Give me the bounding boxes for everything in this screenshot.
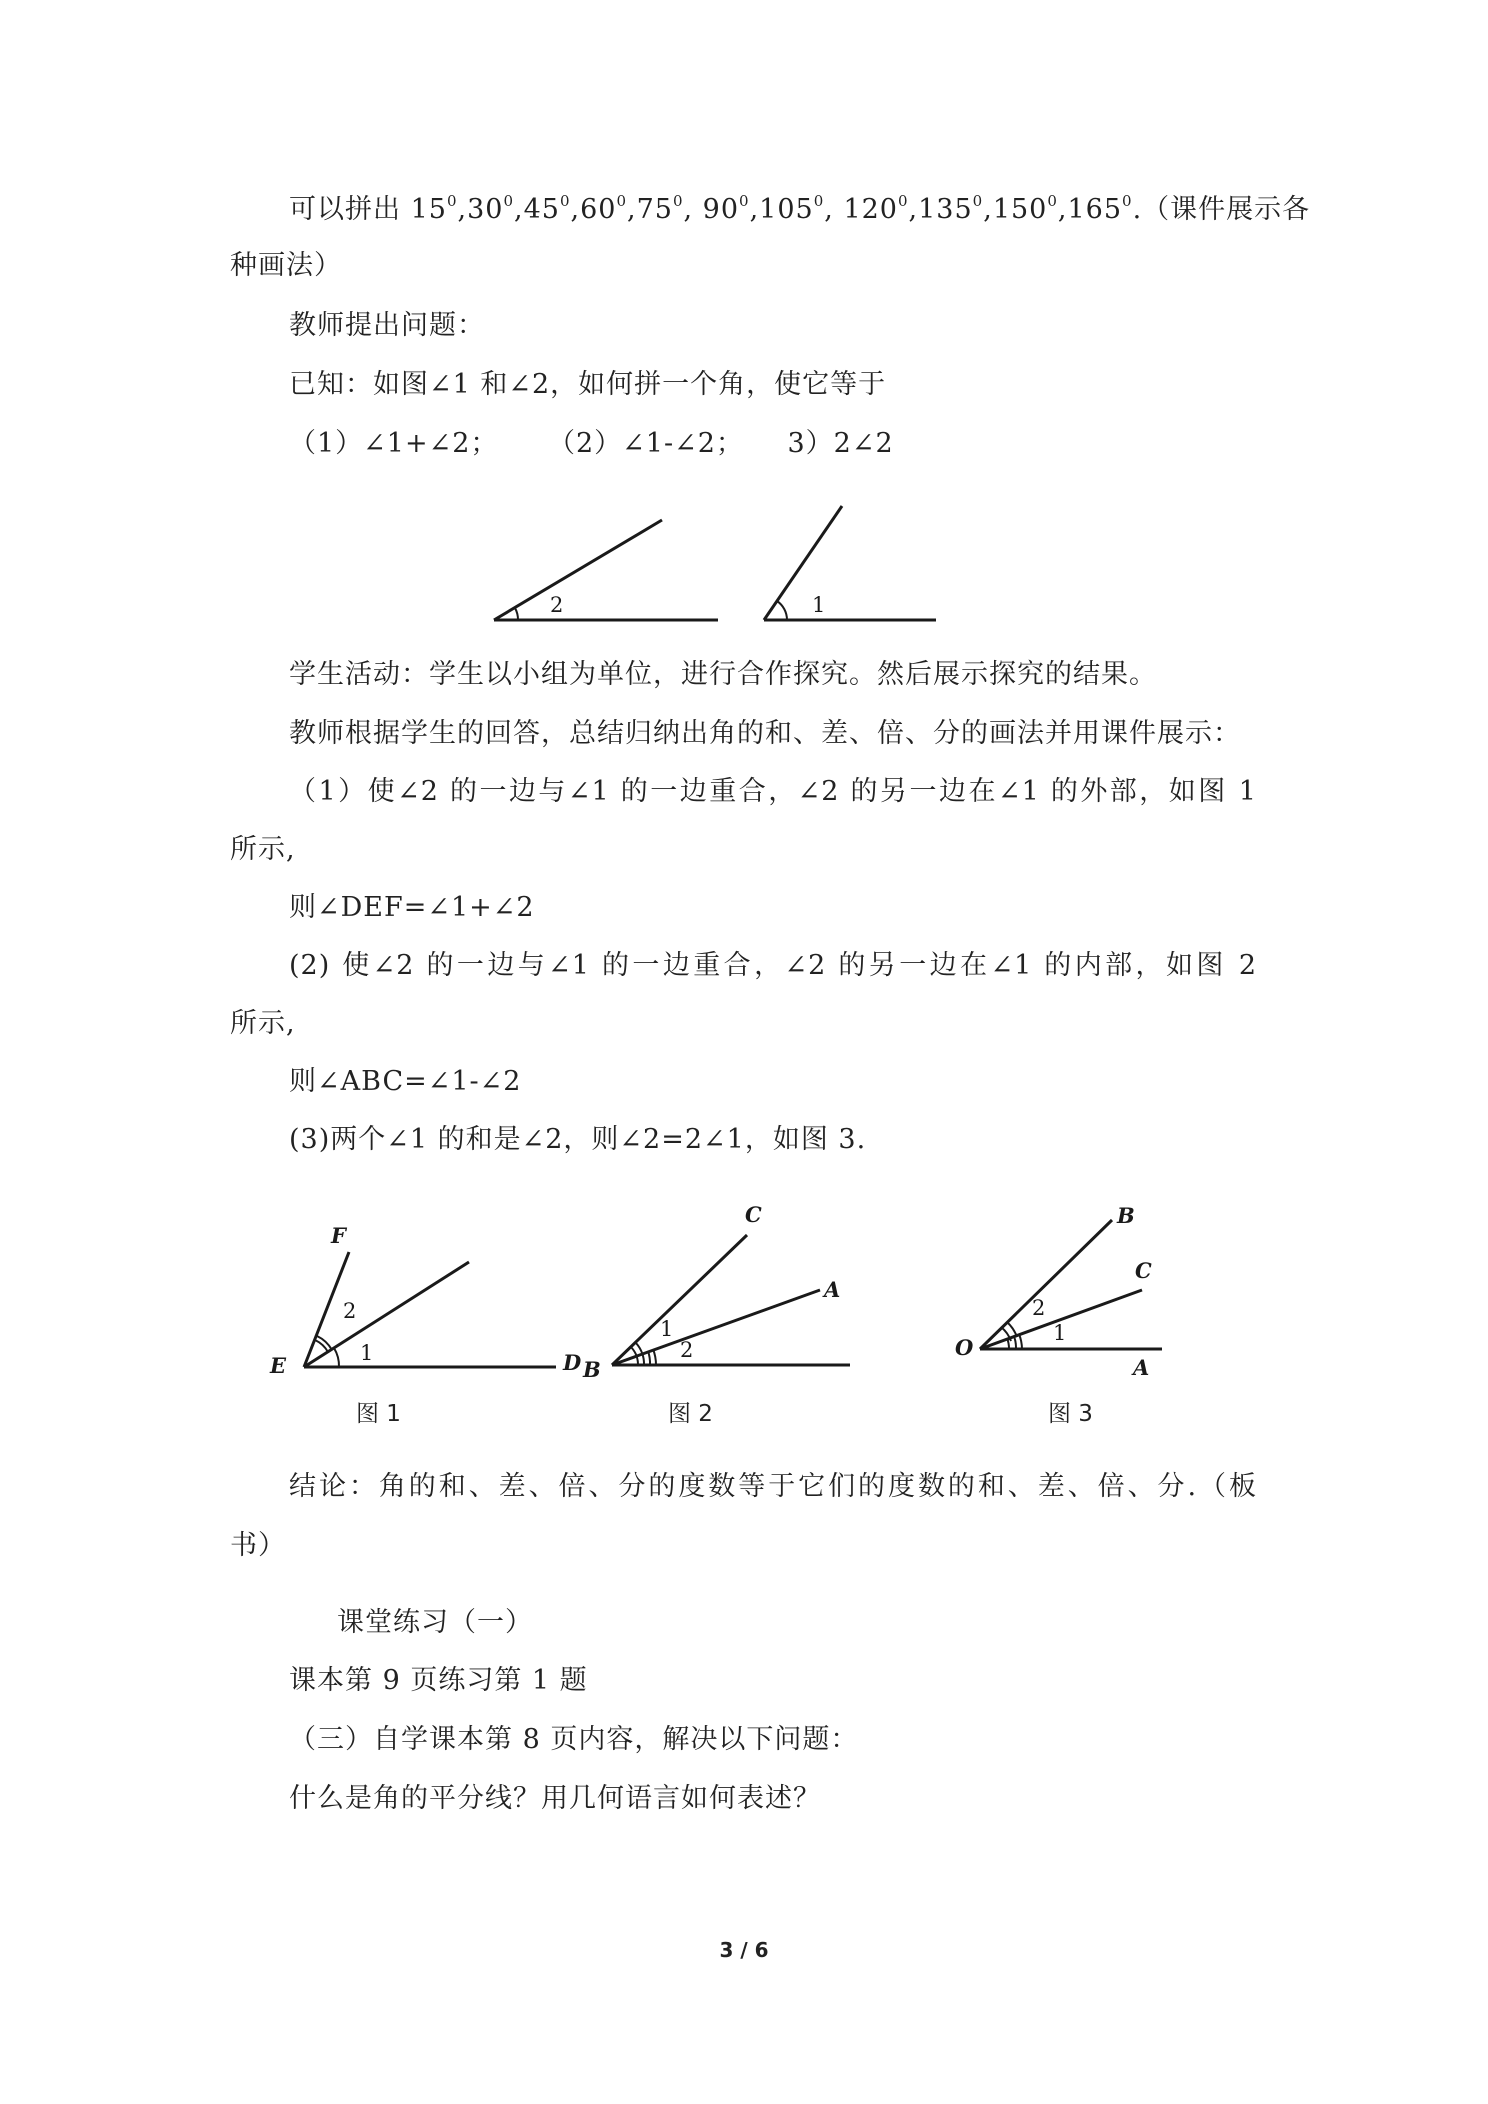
text-line: 书） [230, 1530, 286, 1561]
text-line: 所示, [230, 834, 296, 865]
degree-superscript: 0 [616, 192, 627, 210]
figure-row [0, 1200, 1488, 1420]
text-line: 什么是角的平分线？用几何语言如何表述？ [289, 1783, 821, 1814]
degree-superscript: 0 [503, 192, 514, 210]
page-number: 3 / 6 [719, 1938, 769, 1962]
degree-value: $120^0$ [843, 192, 909, 225]
text-line: (2) 使∠2 的一边与∠1 的一边重合，∠2 的另一边在∠1 的内部，如图 2 [289, 950, 1257, 981]
text-line: （1）使∠2 的一边与∠1 的一边重合，∠2 的另一边在∠1 的外部，如图 1 [289, 776, 1257, 807]
degree-superscript: 0 [1047, 192, 1058, 210]
angle-2-label: 2 [343, 1299, 357, 1323]
text-line: 则∠DEF=∠1+∠2 [289, 892, 535, 923]
degree-value: $150^0$ [992, 192, 1058, 225]
degree-value: $90^0$ [702, 192, 750, 225]
point-e-label: E [270, 1353, 287, 1378]
text-line: 已知：如图∠1 和∠2，如何拼一个角，使它等于 [289, 369, 887, 400]
section-heading: 课堂练习（一） [337, 1607, 533, 1638]
angle-1-label: 1 [360, 1341, 374, 1365]
degrees-prefix: 可以拼出 [289, 194, 401, 225]
angle-2-label: 2 [550, 593, 564, 617]
text-line: 结论：角的和、差、倍、分的度数等于它们的度数的和、差、倍、分.（板 [289, 1471, 1257, 1502]
text-line: 教师提出问题： [289, 310, 485, 341]
option-3: 3）2∠2 [787, 428, 894, 459]
option-1: （1）∠1+∠2； [289, 428, 499, 459]
option-2: （2）∠1-∠2； [548, 428, 744, 459]
degree-superscript: 0 [1122, 192, 1133, 210]
degree-superscript: 0 [813, 192, 825, 210]
degree-value: $105^0$ [759, 192, 825, 225]
angle-1-label: 1 [660, 1317, 674, 1341]
figure-3-caption: 图 3 [1048, 1401, 1093, 1427]
text-line: 教师根据学生的回答，总结归纳出角的和、差、倍、分的画法并用课件展示： [289, 718, 1241, 749]
degree-superscript: 0 [672, 192, 684, 210]
figure-2-caption: 图 2 [668, 1401, 713, 1427]
degree-superscript: 0 [446, 192, 458, 210]
angle-2-diagram [494, 520, 718, 620]
point-a-label: A [824, 1277, 841, 1302]
degree-value: $135^0$ [918, 192, 984, 225]
point-c-label: C [745, 1202, 762, 1227]
degree-value: $165^0$ [1067, 192, 1133, 225]
degree-list: $15^0,30^0,45^0,60^0,75^0$, $90^0,105^0$, $120^0,135^0,150^0,165^0$ [410, 192, 1133, 225]
angle-2-label: 2 [680, 1338, 694, 1362]
given-angles-figure [0, 500, 1488, 640]
point-d-label: D [563, 1350, 582, 1375]
angle-2-label: 2 [1032, 1296, 1046, 1320]
point-o-label: O [955, 1335, 974, 1360]
degree-value: $15^0$ [410, 192, 458, 225]
figure-2 [562, 1202, 850, 1382]
text-line: （三）自学课本第 8 页内容，解决以下问题： [289, 1724, 859, 1755]
text-line-degrees [289, 190, 1310, 230]
degree-superscript: 0 [972, 192, 984, 210]
degree-superscript: 0 [559, 192, 571, 210]
angle-1-label: 1 [1053, 1321, 1067, 1345]
text-line: 课本第 9 页练习第 1 题 [289, 1665, 588, 1696]
point-c-label: C [1135, 1258, 1152, 1283]
degree-superscript: 0 [897, 192, 909, 210]
text-line-options [289, 424, 894, 464]
text-line: 种画法） [230, 250, 342, 281]
text-line: 所示, [230, 1008, 296, 1039]
degree-value: $30^0$ [467, 192, 514, 225]
degree-superscript: 0 [739, 192, 750, 210]
degrees-suffix: .（课件展示各 [1132, 194, 1311, 225]
figure-1-caption: 图 1 [356, 1401, 401, 1427]
figure-1 [269, 1223, 556, 1378]
degree-value: $45^0$ [523, 192, 571, 225]
point-b-label: B [583, 1357, 601, 1382]
figure-3 [955, 1203, 1162, 1380]
point-b-label: B [1117, 1203, 1135, 1228]
text-line: 学生活动：学生以小组为单位，进行合作探究。然后展示探究的结果。 [289, 659, 1157, 690]
point-a-label: A [1133, 1355, 1150, 1380]
point-f-label: F [331, 1223, 346, 1248]
text-line: (3)两个∠1 的和是∠2，则∠2=2∠1，如图 3. [289, 1124, 867, 1155]
angle-1-diagram [764, 506, 936, 620]
text-line: 则∠ABC=∠1-∠2 [289, 1066, 522, 1097]
degree-value: $75^0$ [636, 192, 684, 225]
angle-1-label: 1 [812, 593, 826, 617]
degree-value: $60^0$ [580, 192, 627, 225]
